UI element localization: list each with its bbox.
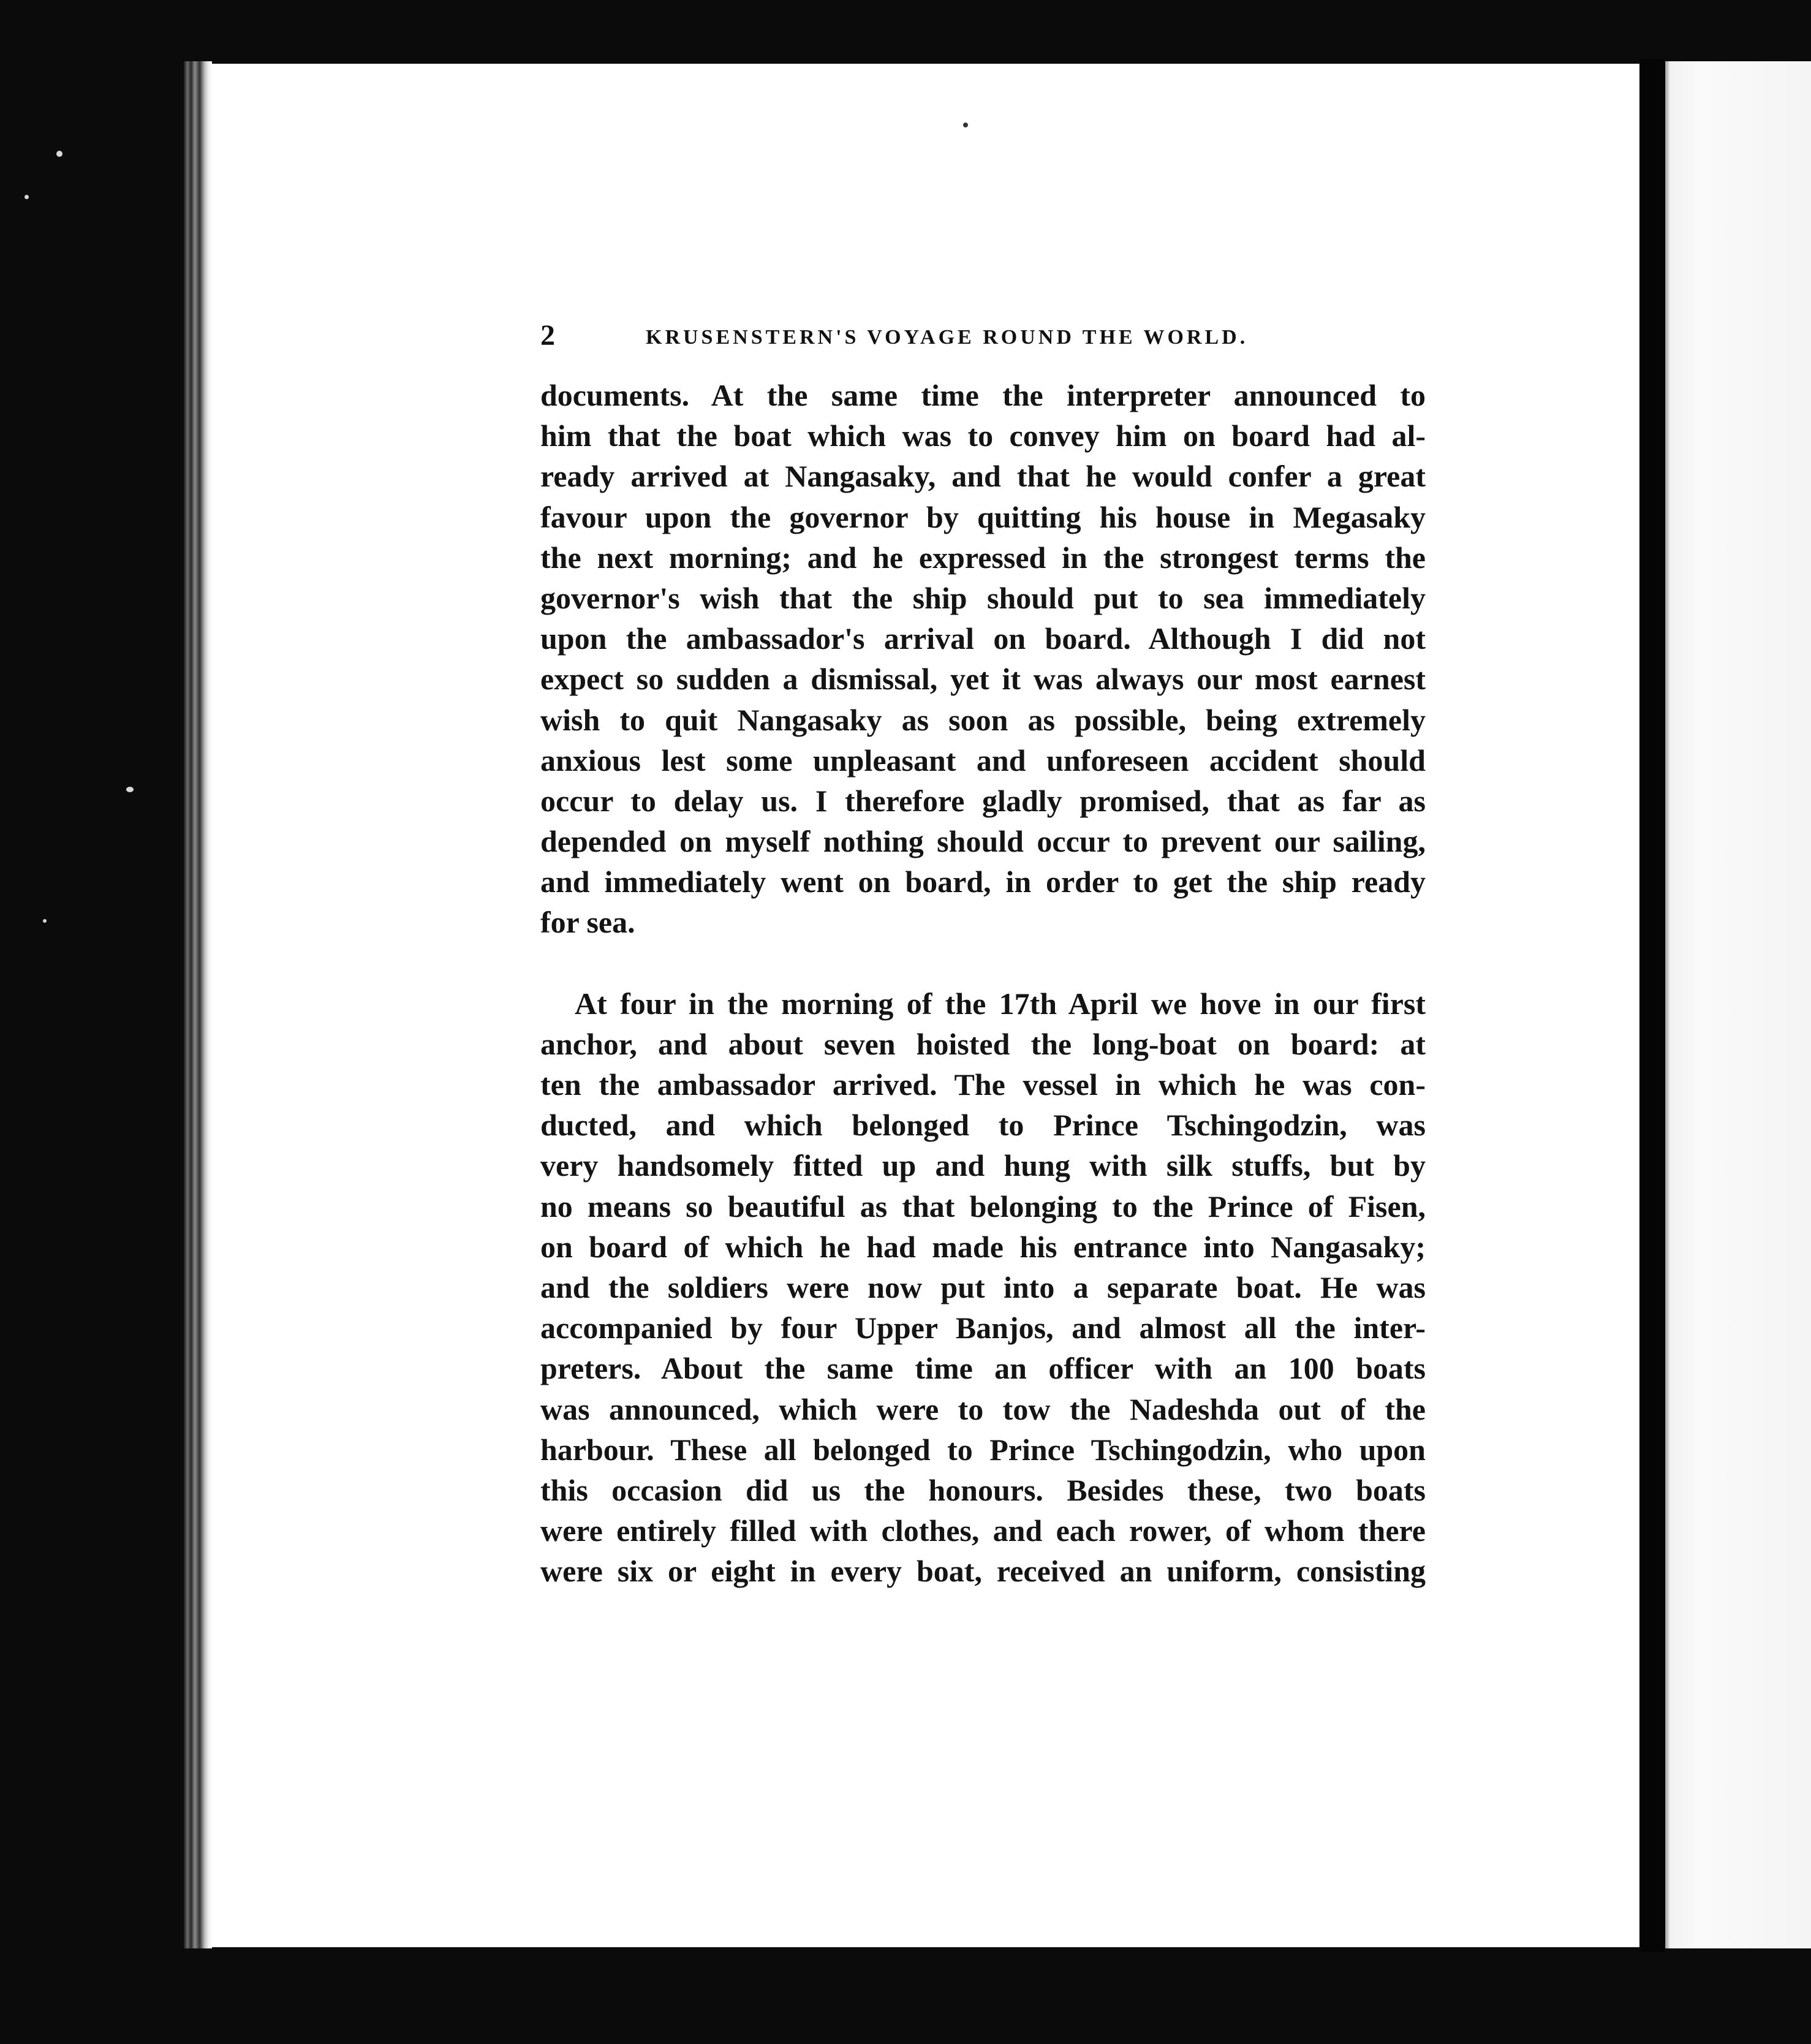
text-line: were six or eight in every boat, received an uniform, consisting	[540, 1554, 1426, 1589]
text-line: was announced, which were to tow the Nadeshda out of the	[540, 1391, 1426, 1426]
text-line: ten the ambassador arrived. The vessel in which he was con-	[540, 1067, 1426, 1102]
paragraph-1	[540, 375, 1426, 943]
text-line: ducted, and which belonged to Prince Tschingodzin, was	[540, 1108, 1426, 1143]
text-line: anchor, and about seven hoisted the long-boat on board: at	[540, 1026, 1426, 1061]
text-line: and immediately went on board, in order to get the ship ready	[540, 865, 1426, 899]
next-page-edge	[1665, 61, 1811, 1948]
text-line: preters. About the same time an officer with an 100 boats	[540, 1351, 1426, 1386]
text-line: harbour. These all belonged to Prince Tschingodzin, who upon	[540, 1432, 1426, 1467]
text-line: ready arrived at Nangasaky, and that he would confer a great	[540, 459, 1426, 494]
scan-speck	[25, 195, 29, 199]
text-line: the next morning; and he expressed in the strongest terms the	[540, 540, 1426, 575]
text-line: for sea.	[540, 905, 635, 940]
text-line: him that the boat which was to convey him on board had al-	[540, 418, 1426, 453]
page-mark	[963, 123, 968, 127]
text-line: accompanied by four Upper Banjos, and almost all the inter-	[540, 1311, 1426, 1346]
text-line: favour upon the governor by quitting his house in Megasaky	[540, 499, 1426, 534]
running-head	[540, 319, 1325, 353]
body-text	[540, 375, 1426, 1591]
page-gutter	[1639, 59, 1665, 1952]
book-binding-edge	[184, 61, 212, 1948]
text-line: were entirely filled with clothes, and each rower, of whom there	[540, 1513, 1426, 1548]
text-line: depended on myself nothing should occur to prevent our sailing,	[540, 824, 1426, 859]
text-line: upon the ambassador's arrival on board. Although I did not	[540, 621, 1426, 656]
text-line: documents. At the same time the interpreter announced to	[540, 378, 1426, 412]
text-line: on board of which he had made his entrance into Nangasaky;	[540, 1229, 1426, 1264]
text-line: anxious lest some unpleasant and unforeseen accident should	[540, 743, 1426, 778]
text-line: At four in the morning of the 17th April we hove in our first	[575, 986, 1426, 1021]
text-line: occur to delay us. I therefore gladly promised, that as far as	[540, 783, 1426, 818]
page-number: 2	[540, 319, 555, 352]
running-head-title: KRUSENSTERN'S VOYAGE ROUND THE WORLD.	[646, 326, 1249, 349]
text-line: governor's wish that the ship should put to sea immediately	[540, 580, 1426, 615]
scan-speck	[43, 919, 47, 923]
paragraph-gap	[540, 943, 1426, 983]
text-line: no means so beautiful as that belonging to the Prince of Fisen,	[540, 1189, 1426, 1224]
text-line: very handsomely fitted up and hung with silk stuffs, but by	[540, 1148, 1426, 1183]
scan-speck	[126, 787, 134, 792]
text-line: this occasion did us the honours. Besides these, two boats	[540, 1472, 1426, 1507]
paragraph-2	[540, 983, 1426, 1592]
text-line: expect so sudden a dismissal, yet it was always our most earnest	[540, 662, 1426, 697]
text-line: wish to quit Nangasaky as soon as possible, being extremely	[540, 702, 1426, 737]
scan-speck	[56, 151, 62, 157]
text-line: and the soldiers were now put into a separate boat. He was	[540, 1270, 1426, 1304]
